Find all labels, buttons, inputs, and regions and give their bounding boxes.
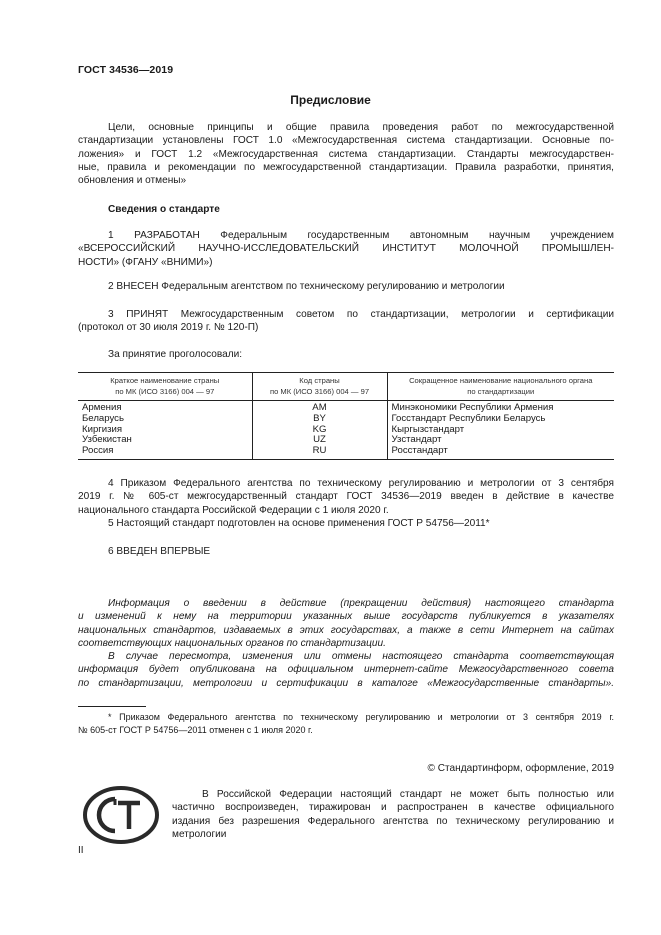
notice-line: информация будет опубликована на официальном интернет-сайте Межгосударственного совета bbox=[78, 664, 614, 676]
country-cell: Армения bbox=[82, 402, 122, 413]
document-code: ГОСТ 34536—2019 bbox=[78, 64, 174, 76]
item-line: НОСТИ» (ФГАНУ «ВНИМИ») bbox=[78, 256, 213, 268]
intro-paragraph bbox=[78, 121, 614, 187]
item-line: 3 ПРИНЯТ Межгосударственным советом по стандартизации, метрологии и сертификации bbox=[108, 309, 614, 320]
code-cell: AM bbox=[252, 401, 387, 414]
intro-line: ложения» и ГОСТ 1.2 «Межгосударственная система стандартизации. Стандарты межгосударствен- bbox=[78, 148, 614, 160]
section-heading: Сведения о стандарте bbox=[108, 204, 220, 215]
code-cell: BY bbox=[252, 414, 387, 425]
legal-line: метрологии bbox=[172, 828, 227, 840]
item-line: «ВСЕРОССИЙСКИЙ НАУЧНО-ИССЛЕДОВАТЕЛЬСКИЙ ИНСТИТУТ МОЛОЧНОЙ ПРОМЫШЛЕН- bbox=[78, 243, 614, 255]
legal-line: В Российской Федерации настоящий стандарт не может быть полностью или bbox=[202, 789, 614, 800]
table-row bbox=[78, 414, 614, 425]
gost-r-certification-mark-icon bbox=[82, 785, 160, 845]
item-line: 4 Приказом Федерального агентства по техническому регулированию и метрологии от 3 сентября bbox=[108, 478, 614, 489]
country-cell: Киргизия bbox=[82, 423, 123, 435]
footnote-line: № 605-ст ГОСТ Р 54756—2011 отменен с 1 июля 2020 г. bbox=[78, 724, 313, 735]
code-cell: RU bbox=[252, 446, 387, 459]
intro-line: ные, правила и рекомендации по межгосударственной стандартизации. Правила разработки, принятия, bbox=[78, 161, 614, 173]
country-cell: Россия bbox=[78, 446, 252, 459]
footnote-separator bbox=[78, 706, 146, 707]
header-line: по МК (ИСО 3166) 004 — 97 bbox=[115, 386, 215, 396]
column-header-body bbox=[387, 373, 614, 401]
notice-line: соответствующих национальных органов по стандартизации. bbox=[78, 637, 386, 649]
code-cell: KG bbox=[252, 425, 387, 436]
header-line: Краткое наименование страны bbox=[110, 376, 220, 385]
body-cell: Узстандарт bbox=[387, 435, 614, 446]
notice-paragraph-1 bbox=[78, 597, 614, 650]
notice-line: Информация о введении в действие (прекращении действия) настоящего стандарта bbox=[108, 598, 614, 609]
item-order bbox=[78, 477, 614, 517]
page-title: Предисловие bbox=[290, 93, 371, 107]
notice-line: и изменений к нему на территории указанных выше государств публикуется в указателях bbox=[78, 611, 614, 623]
intro-line: Цели, основные принципы и общие правила проведения работ по межгосударственной bbox=[108, 122, 614, 133]
header-line: Сокращенное наименование национального органа bbox=[409, 376, 593, 385]
member-states-table bbox=[78, 372, 614, 460]
legal-line: частично воспроизведен, тиражирован и распространен в качестве официального bbox=[172, 802, 614, 814]
item-developed bbox=[78, 229, 614, 269]
voted-label: За принятие проголосовали: bbox=[108, 349, 243, 360]
item-adopted bbox=[78, 308, 614, 335]
notice-paragraph-2 bbox=[78, 650, 614, 690]
footnote bbox=[78, 711, 614, 736]
notice-line: В случае пересмотра, изменения или отмены настоящего стандарта соответствующая bbox=[108, 651, 614, 662]
item-line: (протокол от 30 июля 2019 г. № 120-П) bbox=[78, 322, 259, 334]
body-cell: Росстандарт bbox=[387, 446, 614, 459]
header-line: по стандартизации bbox=[467, 386, 535, 396]
table-row bbox=[78, 425, 614, 436]
footnote-line: * Приказом Федерального агентства по техническому регулированию и метрологии от 3 сентября 2019 г. bbox=[108, 712, 614, 722]
legal-notice bbox=[172, 788, 614, 841]
notice-line: по стандартизации, метрологии и сертификации в каталоге «Межгосударственные стандарты». bbox=[78, 677, 614, 689]
body-cell: Минэкономики Республики Армения bbox=[387, 401, 614, 414]
column-header-country bbox=[78, 373, 252, 401]
country-cell: Беларусь bbox=[82, 412, 124, 424]
copyright-notice: © Стандартинформ, оформление, 2019 bbox=[427, 763, 614, 774]
table-row bbox=[78, 446, 614, 459]
table-header-row bbox=[78, 373, 614, 401]
code-cell: UZ bbox=[252, 435, 387, 446]
legal-line: издания без разрешения Федерального агентства по техническому регулированию и bbox=[172, 815, 614, 827]
table-row bbox=[78, 435, 614, 446]
column-header-code bbox=[252, 373, 387, 401]
intro-line: обновления и отмены» bbox=[78, 175, 187, 187]
header-line: по МК (ИСО 3166) 004 — 97 bbox=[269, 386, 370, 396]
item-line: 2019 г. № 605-ст межгосударственный стандарт ГОСТ 34536—2019 введен в действие в качестве bbox=[78, 491, 614, 503]
body-cell: Кыргызстандарт bbox=[387, 425, 614, 436]
intro-line: стандартизации установлены ГОСТ 1.0 «Межгосударственная система стандартизации. Основные по- bbox=[78, 135, 614, 147]
item-line: национального стандарта Российской Федерации с 1 июля 2020 г. bbox=[78, 504, 389, 516]
notice-line: национальных стандартов, издаваемых в этих государствах, а также в сети Интернет на сайтах bbox=[78, 624, 614, 636]
item-introduced: 2 ВНЕСЕН Федеральным агентством по техническому регулированию и метрологии bbox=[108, 281, 505, 292]
item-based-on: 5 Настоящий стандарт подготовлен на основе применения ГОСТ Р 54756—2011* bbox=[108, 518, 490, 529]
header-line: Код страны bbox=[299, 376, 340, 385]
country-cell: Узбекистан bbox=[82, 434, 132, 446]
item-first-time: 6 ВВЕДЕН ВПЕРВЫЕ bbox=[108, 546, 211, 557]
item-line: 1 РАЗРАБОТАН Федеральным государственным автономным научным учреждением bbox=[108, 230, 614, 241]
table-row bbox=[78, 401, 614, 414]
page-number: II bbox=[78, 845, 84, 856]
body-cell: Госстандарт Республики Беларусь bbox=[387, 414, 614, 425]
